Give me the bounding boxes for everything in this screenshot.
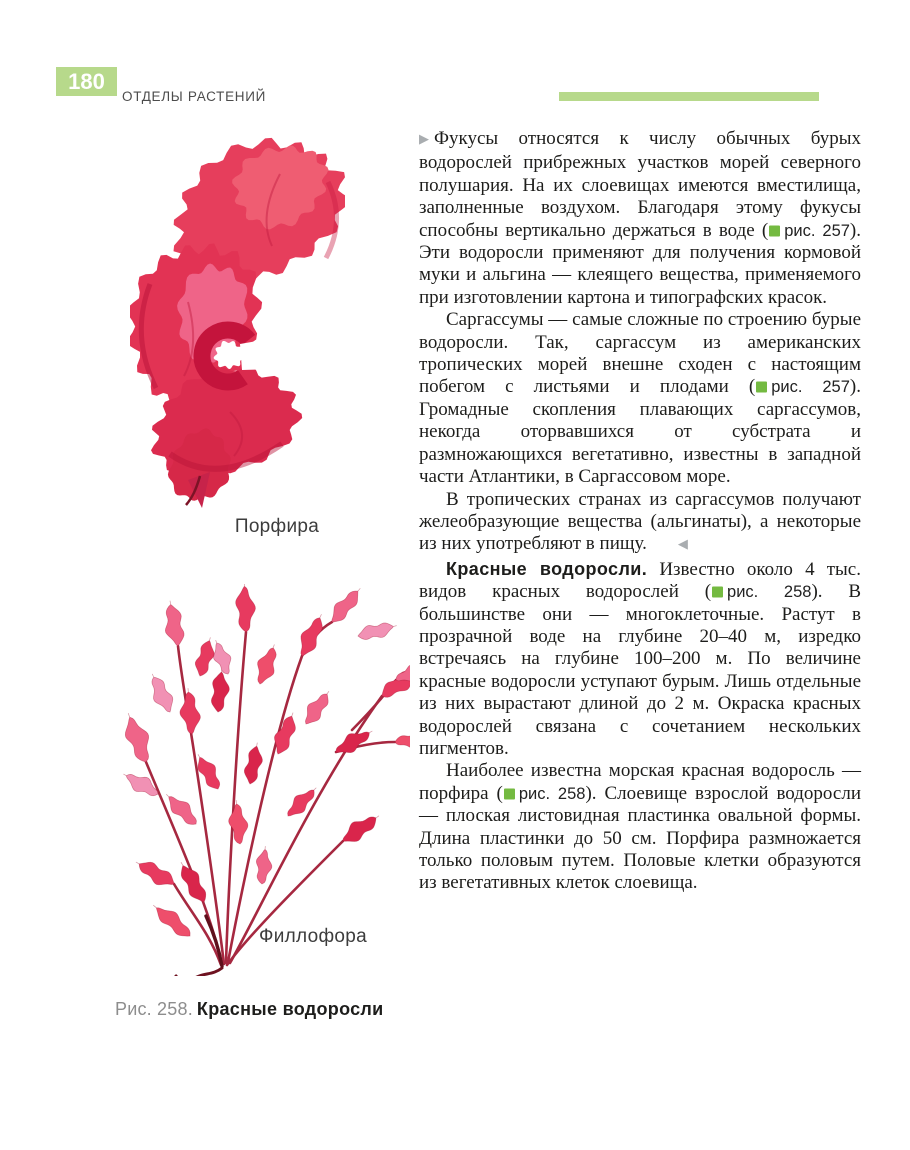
porphyra-illustration	[130, 124, 345, 509]
body-text: В тропических странах из саргассумов получают желеобразующие вещества (альгинаты), а некоторые из них употребляют в пищу.	[419, 488, 861, 555]
figure-reference	[768, 222, 850, 240]
body-text: ). В большинстве они — многоклеточные. Растут в прозрачной воде на глубине 20–40 м, изредко встречаясь на глубине 100–200 м. По величине красные водоросли уступают бурым. Лишь отдельные из них вырастают длиной до 2 м. Окраска красных водорослей связана с сочетанием нескольких пигментов.	[419, 581, 861, 759]
body-text: Саргассумы — самые сложные по строению бурые водоросли. Так, саргассум из американских тропических морей внешне сходен с настоящим побегом с листьями и плодами (	[419, 309, 861, 398]
figure-reference-label: рис. 258	[727, 583, 812, 602]
paragraph	[419, 760, 861, 894]
porphyra-label: Порфира	[234, 516, 320, 537]
figure-reference-label: рис. 258	[518, 784, 586, 803]
figure-caption-title: Красные водоросли	[196, 999, 384, 1019]
paragraph	[419, 309, 861, 488]
phyllophora-plant-drawing	[100, 584, 410, 976]
figure-reference	[503, 785, 586, 803]
phyllophora-illustration	[100, 584, 410, 976]
figure-reference	[755, 378, 850, 396]
paragraph-bold-lead: Красные водоросли.	[446, 558, 648, 579]
section-title: ОТДЕЛЫ РАСТЕНИЙ	[122, 89, 267, 104]
figure-ref-square-icon	[756, 382, 767, 393]
paragraph	[419, 128, 861, 309]
body-text: ). Эти водоросли применяют для получения кормовой муки и альгина — клеящего вещества, применяемого при изготовлении картона и типографских красок.	[419, 219, 861, 308]
page-number: 180	[68, 68, 105, 94]
figure-reference-label: рис. 257	[771, 378, 850, 397]
figure-ref-square-icon	[712, 587, 723, 598]
figure-caption-number: Рис. 258.	[115, 999, 193, 1019]
figure-caption	[115, 999, 384, 1020]
advanced-start-triangle-icon: ▶	[419, 132, 429, 147]
body-text: ). Громадные скопления плавающих саргассумов, некогда оторвавшихся от субстрата и размножающихся вегетативно, известны в западной части Атлантики, в Саргассовом море.	[419, 376, 861, 488]
body-text: ). Слоевище взрослой водоросли — плоская листовидная пластинка овальной формы. Длина пластинки до 50 см. Порфира размножается только половым путем. Половые клетки образуются из вегетативных клеток слоевища.	[419, 782, 861, 894]
phyllophora-label: Филлофора	[258, 926, 368, 947]
article-text	[419, 128, 861, 895]
header-rule	[559, 92, 819, 101]
paragraph	[419, 558, 861, 761]
figure-ref-square-icon	[769, 225, 780, 236]
body-text: Известно около 4 тыс. видов красных водорослей (	[419, 558, 861, 603]
page-number-badge	[56, 67, 117, 96]
advanced-end-triangle-icon: ◀	[677, 537, 688, 553]
figure-reference	[711, 583, 811, 601]
figure-reference-label: рис. 257	[784, 221, 850, 240]
body-text: Фукусы относятся к числу обычных бурых водорослей прибрежных участков морей северного полушария. На их слоевищах имеются вместилища, заполненные воздухом. Благодаря этому фукусы способны вертикально держаться в воде (	[419, 128, 861, 241]
figure-ref-square-icon	[504, 788, 515, 799]
body-text: Наиболее известна морская красная водоросль — порфира (	[419, 760, 861, 804]
porphyra-blade-drawing	[130, 124, 345, 509]
paragraph	[419, 489, 861, 558]
